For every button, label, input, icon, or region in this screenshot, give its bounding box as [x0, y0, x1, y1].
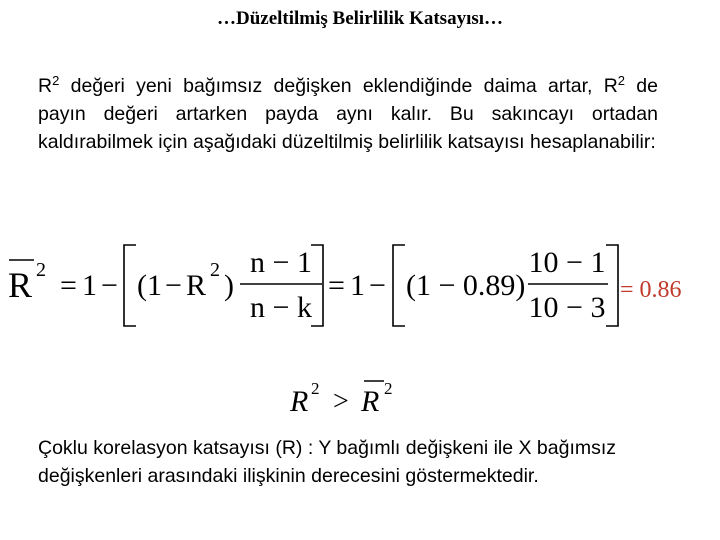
greater-than-sign: > — [333, 386, 349, 417]
fraction-1-numerator: n − 1 — [250, 246, 312, 279]
paren-close: ) — [224, 269, 234, 302]
inequality-left-r: R — [290, 385, 309, 418]
one-2: 1 — [350, 269, 365, 302]
intro-superscript-2: 2 — [617, 73, 626, 88]
equals-sign-2: = — [328, 269, 345, 302]
intro-text-2: değeri yeni bağımsız değişken eklendiğinde daima artar, R — [59, 75, 618, 97]
minus-sign-1: − — [101, 269, 118, 302]
inequality-left-exponent: 2 — [311, 379, 320, 398]
r-symbol: R — [186, 269, 207, 302]
right-bracket-1 — [311, 245, 323, 326]
inequality-right-r: R — [361, 385, 380, 418]
intro-text-3: de payın değeri artarken payda aynı kalır. Bu sakıncayı ortadan kaldırabilmek için aşağıdaki düzeltilmiş belirlilik katsayısı hesaplanabilir: — [38, 75, 658, 153]
slide-title: …Düzeltilmiş Belirlilik Katsayısı… — [216, 8, 504, 29]
paren-expression: (1 − 0.89) — [406, 269, 526, 302]
fraction-2-numerator: 10 − 1 — [528, 246, 606, 279]
fraction-2-denominator: 10 − 3 — [528, 291, 606, 324]
inequality-right-exponent: 2 — [384, 379, 393, 398]
outro-paragraph: Çoklu korelasyon katsayısı (R) : Y bağımlı değişkeni ile X bağımsız değişkenleri arasındaki ilişkinin derecesini göstermektedir. — [38, 437, 617, 487]
equals-sign-1: = — [60, 269, 77, 302]
paren-one-open: (1 — [137, 269, 162, 302]
result-value: = 0.86 — [620, 277, 682, 303]
r-exponent: 2 — [210, 259, 220, 281]
intro-text-1: R — [38, 75, 53, 97]
minus-sign-r: − — [165, 269, 182, 302]
one-1: 1 — [82, 269, 97, 302]
lhs-r-symbol: R — [8, 265, 33, 305]
minus-sign-2: − — [369, 269, 386, 302]
lhs-exponent: 2 — [36, 259, 46, 281]
left-bracket-2 — [393, 245, 405, 326]
right-bracket-2 — [606, 245, 618, 326]
intro-superscript-1: 2 — [52, 73, 60, 88]
left-bracket-1 — [124, 245, 136, 326]
fraction-1-denominator: n − k — [250, 291, 312, 324]
